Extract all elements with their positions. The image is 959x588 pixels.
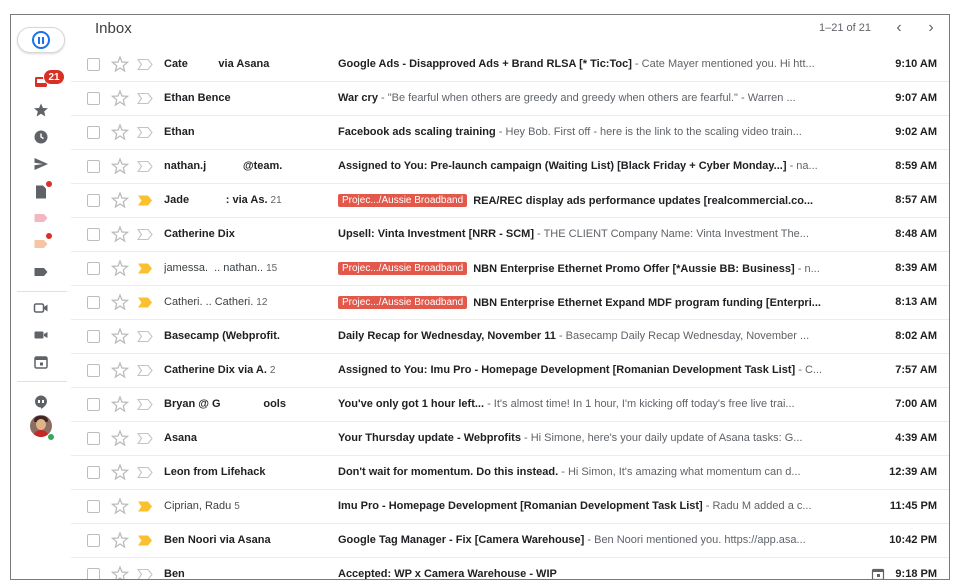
email-snippet: - Hey Bob. First off - here is the link to the scaling video train... [495, 126, 802, 138]
sender-name: Ciprian, Radu [164, 500, 232, 512]
email-content [338, 330, 858, 342]
thread-count: 2 [269, 365, 276, 376]
sender-name: Ben [164, 568, 185, 580]
email-row[interactable] [71, 320, 949, 354]
sender-name: Cate via Asana [164, 58, 270, 70]
email-row[interactable] [71, 82, 949, 116]
left-sidebar [11, 15, 71, 580]
email-content [338, 534, 858, 546]
email-sender [164, 126, 334, 138]
gmail-window [10, 14, 950, 580]
pagination-count: 1–21 of 21 [819, 22, 871, 34]
email-subject: Google Ads - Disapproved Ads + Brand RLSA [* Tic:Toc] [338, 58, 632, 70]
thread-count: 15 [266, 263, 278, 274]
email-sender [164, 364, 334, 376]
email-content [338, 262, 858, 275]
email-snippet: - Cate Mayer mentioned you. Hi htt... [631, 58, 815, 70]
star-icon[interactable] [111, 157, 129, 175]
select-checkbox[interactable] [87, 364, 100, 377]
draft-icon[interactable] [32, 183, 50, 201]
select-checkbox[interactable] [87, 500, 100, 513]
label-chip[interactable]: Projec.../Aussie Broadband [338, 296, 467, 309]
important-marker-icon[interactable] [137, 432, 153, 445]
email-time: 8:57 AM [895, 194, 937, 206]
sender-name: Ben Noori via Asana [164, 534, 271, 546]
email-snippet: - C... [795, 364, 823, 376]
star-icon[interactable] [111, 123, 129, 141]
select-checkbox[interactable] [87, 330, 100, 343]
email-time: 4:39 AM [895, 432, 937, 444]
important-marker-icon[interactable] [137, 466, 153, 479]
thread-count: 5 [234, 501, 240, 512]
email-content [338, 466, 858, 478]
label-chip[interactable]: Projec.../Aussie Broadband [338, 262, 467, 275]
email-content [338, 126, 858, 138]
email-snippet: - Ben Noori mentioned you. https://app.asa... [584, 534, 806, 546]
email-content [338, 228, 858, 240]
important-marker-icon[interactable] [137, 500, 153, 513]
email-row[interactable] [71, 184, 949, 218]
sender-name: nathan.j @team. [164, 160, 283, 172]
email-sender [164, 262, 334, 274]
important-marker-icon[interactable] [137, 58, 153, 71]
email-time: 10:42 PM [889, 534, 937, 546]
sender-name: Leon from Lifehack [164, 466, 266, 478]
email-sender [164, 398, 334, 410]
select-checkbox[interactable] [87, 432, 100, 445]
star-icon[interactable] [111, 327, 129, 345]
star-icon[interactable] [32, 101, 50, 119]
email-snippet: - n... [794, 263, 820, 275]
sender-name: Ethan Bence [164, 92, 231, 104]
email-time: 9:02 AM [895, 126, 937, 138]
email-row[interactable] [71, 456, 949, 490]
sender-name: Jade : via As. [164, 194, 268, 206]
email-time: 8:39 AM [895, 262, 937, 274]
email-subject: Upsell: Vinta Investment [NRR - SCM] [338, 228, 534, 240]
star-icon[interactable] [111, 463, 129, 481]
label-icon[interactable] [32, 263, 50, 281]
important-marker-icon[interactable] [137, 296, 153, 309]
email-time: 8:13 AM [895, 296, 937, 308]
email-row[interactable] [71, 558, 949, 580]
select-checkbox[interactable] [87, 58, 100, 71]
email-sender [164, 432, 334, 444]
star-icon[interactable] [111, 565, 129, 580]
email-time: 11:45 PM [889, 500, 937, 512]
email-sender [164, 92, 334, 104]
label-icon[interactable] [32, 235, 50, 253]
email-snippet: - Radu M added a c... [702, 500, 812, 512]
email-subject: Assigned to You: Pre-launch campaign (Waiting List) [Black Friday + Cyber Monday...] [338, 160, 787, 172]
important-marker-icon[interactable] [137, 228, 153, 241]
email-content [338, 58, 858, 70]
email-row[interactable] [71, 48, 949, 82]
important-marker-icon[interactable] [137, 568, 153, 580]
important-marker-icon[interactable] [137, 126, 153, 139]
email-row[interactable] [71, 490, 949, 524]
select-checkbox[interactable] [87, 398, 100, 411]
chevron-right-icon[interactable]: › [928, 19, 934, 36]
important-marker-icon[interactable] [137, 160, 153, 173]
email-sender [164, 58, 334, 70]
sender-name: Catheri. .. Catheri. [164, 296, 254, 308]
calendar-icon[interactable] [32, 353, 50, 371]
star-icon[interactable] [111, 225, 129, 243]
camera-icon[interactable] [32, 326, 50, 344]
email-sender [164, 568, 334, 580]
email-sender [164, 160, 334, 172]
email-subject: Assigned to You: Imu Pro - Homepage Development [Romanian Development Task List] [338, 364, 796, 376]
email-time: 7:00 AM [895, 398, 937, 410]
email-sender [164, 466, 334, 478]
important-marker-icon[interactable] [137, 398, 153, 411]
email-sender [164, 228, 334, 240]
email-time: 8:48 AM [895, 228, 937, 240]
email-row[interactable] [71, 116, 949, 150]
email-subject: NBN Enterprise Ethernet Expand MDF program funding [Enterpri... [473, 297, 821, 309]
page-title: Inbox [95, 20, 132, 37]
important-marker-icon[interactable] [137, 92, 153, 105]
star-icon[interactable] [111, 293, 129, 311]
select-checkbox[interactable] [87, 160, 100, 173]
star-icon[interactable] [111, 429, 129, 447]
email-subject: Don't wait for momentum. Do this instead. [338, 466, 559, 478]
email-row[interactable] [71, 252, 949, 286]
thread-count: 12 [256, 297, 268, 308]
email-content [338, 364, 858, 376]
email-list [71, 48, 949, 580]
email-content [338, 296, 858, 309]
email-row[interactable] [71, 354, 949, 388]
star-icon[interactable] [111, 497, 129, 515]
email-sender [164, 296, 334, 308]
email-time: 9:07 AM [895, 92, 937, 104]
email-subject: Google Tag Manager - Fix [Camera Warehouse] [338, 534, 585, 546]
email-time: 8:59 AM [895, 160, 937, 172]
star-icon[interactable] [111, 55, 129, 73]
email-snippet: - Hi Simone, here's your daily update of Asana tasks: G... [520, 432, 803, 444]
email-subject: Facebook ads scaling training [338, 126, 496, 138]
email-content [338, 92, 858, 104]
star-icon[interactable] [111, 89, 129, 107]
email-snippet: - It's almost time! In 1 hour, I'm kicking off today's free live trai... [484, 398, 795, 410]
sender-name: Catherine Dix via A. [164, 364, 267, 376]
important-marker-icon[interactable] [137, 194, 153, 207]
email-subject: You've only got 1 hour left... [338, 398, 485, 410]
inbox-header [71, 15, 949, 47]
email-snippet: - "Be fearful when others are greedy and greedy when others are fearful." - Warren ... [377, 92, 796, 104]
sender-name: jamessa. .. nathan.. [164, 262, 264, 274]
email-content [338, 568, 858, 580]
select-checkbox[interactable] [87, 534, 100, 547]
select-checkbox[interactable] [87, 262, 100, 275]
email-content [338, 432, 858, 444]
email-sender [164, 194, 334, 206]
online-status-dot [47, 433, 55, 441]
sender-name: Catherine Dix [164, 228, 235, 240]
email-content [338, 194, 858, 207]
email-sender [164, 534, 334, 546]
email-row[interactable] [71, 286, 949, 320]
email-subject: Your Thursday update - Webprofits [338, 432, 521, 444]
email-subject: Imu Pro - Homepage Development [Romanian Development Task List] [338, 500, 703, 512]
email-sender [164, 330, 334, 342]
sender-name: Bryan @ G ools [164, 398, 286, 410]
sender-name: Basecamp (Webprofit. [164, 330, 280, 342]
email-subject: REA/REC display ads performance updates [realcommercial.co... [473, 195, 814, 207]
email-time: 8:02 AM [895, 330, 937, 342]
select-checkbox[interactable] [87, 466, 100, 479]
email-subject: Daily Recap for Wednesday, November 11 [338, 330, 556, 342]
sender-name: Ethan [164, 126, 195, 138]
email-time: 9:18 PM [895, 568, 937, 580]
email-subject: War cry [338, 92, 378, 104]
pause-icon [32, 31, 50, 49]
select-checkbox[interactable] [87, 194, 100, 207]
select-checkbox[interactable] [87, 126, 100, 139]
email-time: 7:57 AM [895, 364, 937, 376]
email-row[interactable] [71, 150, 949, 184]
important-marker-icon[interactable] [137, 330, 153, 343]
email-snippet: - na... [786, 160, 818, 172]
select-checkbox[interactable] [87, 296, 100, 309]
chevron-left-icon[interactable]: ‹ [896, 19, 902, 36]
email-row[interactable] [71, 388, 949, 422]
email-content [338, 398, 858, 410]
star-icon[interactable] [111, 361, 129, 379]
email-snippet: - Hi Simon, It's amazing what momentum can d... [558, 466, 801, 478]
email-time: 9:10 AM [895, 58, 937, 70]
email-content [338, 500, 858, 512]
star-icon[interactable] [111, 191, 129, 209]
select-checkbox[interactable] [87, 568, 100, 580]
email-time: 12:39 AM [889, 466, 937, 478]
clock-icon[interactable] [32, 128, 50, 146]
video-icon[interactable] [32, 299, 50, 317]
star-icon[interactable] [111, 531, 129, 549]
email-sender [164, 500, 334, 512]
email-snippet: - Basecamp Daily Recap Wednesday, November ... [555, 330, 810, 342]
select-checkbox[interactable] [87, 228, 100, 241]
email-subject: NBN Enterprise Ethernet Promo Offer [*Aussie BB: Business] [473, 263, 795, 275]
email-subject: Accepted: WP x Camera Warehouse - WIP [338, 568, 557, 580]
inbox-unread-badge: 21 [43, 69, 65, 85]
star-icon[interactable] [111, 259, 129, 277]
important-marker-icon[interactable] [137, 534, 153, 547]
email-snippet: - THE CLIENT Company Name: Vinta Investment The... [534, 228, 809, 240]
label-chip[interactable]: Projec.../Aussie Broadband [338, 194, 467, 207]
email-content [338, 160, 858, 172]
label-icon[interactable] [32, 209, 50, 227]
important-marker-icon[interactable] [137, 364, 153, 377]
hangouts-icon[interactable] [32, 393, 50, 411]
compose-button[interactable] [17, 27, 65, 53]
email-row[interactable] [71, 218, 949, 252]
important-marker-icon[interactable] [137, 262, 153, 275]
select-checkbox[interactable] [87, 92, 100, 105]
send-icon[interactable] [32, 155, 50, 173]
star-icon[interactable] [111, 395, 129, 413]
sender-name: Asana [164, 432, 198, 444]
email-row[interactable] [71, 422, 949, 456]
thread-count: 21 [270, 195, 282, 206]
email-row[interactable] [71, 524, 949, 558]
